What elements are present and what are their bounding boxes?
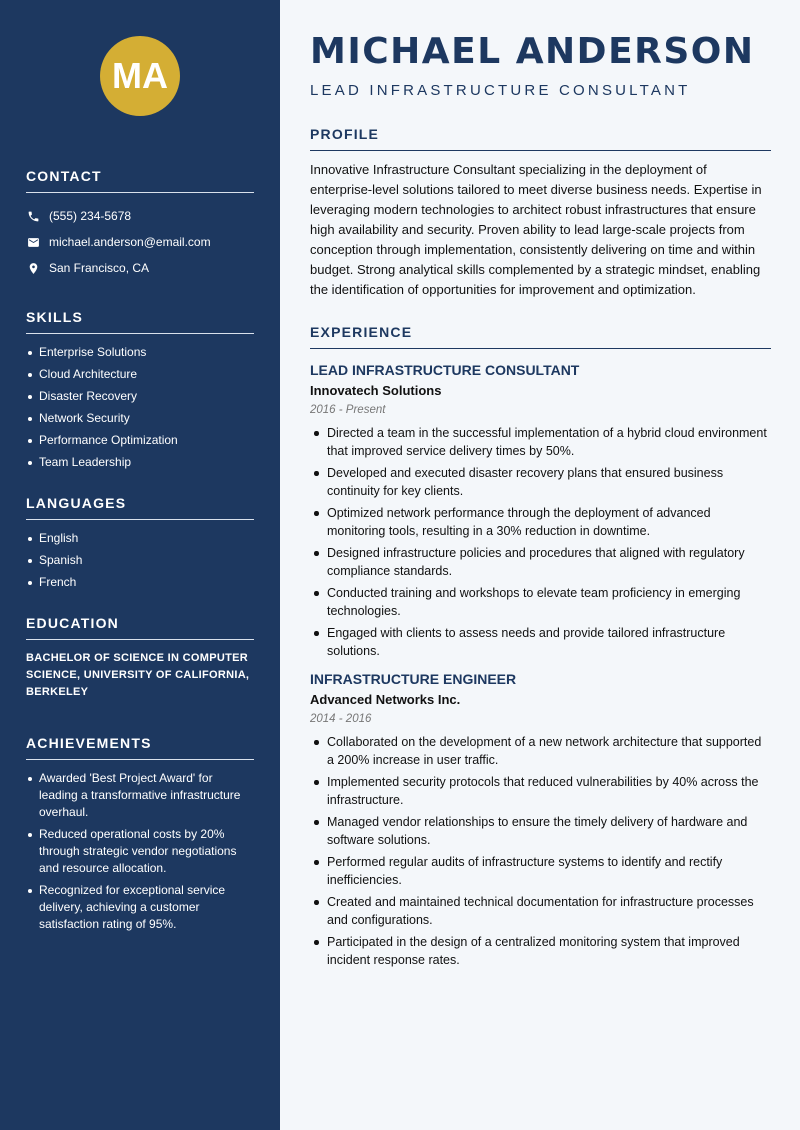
list-item: Team Leadership [26,454,254,471]
list-item: Network Security [26,410,254,427]
education-section [26,615,254,701]
list-item: Enterprise Solutions [26,344,254,361]
main-content [280,0,800,1130]
languages-section [26,495,254,591]
list-item: French [26,574,254,591]
profile-text: Innovative Infrastructure Consultant specializing in the deployment of enterprise-level solutions tailored to meet diverse business needs. Expertise in leveraging modern technologies to architect robust infrastructures that ensure high availability and security. Proven ability to lead large-scale projects from conception through implementation, consistently delivering on time and within budget. Strong analytical skills complemented by a strategic mindset, enabling the identification of opportunities for improvement and optimization. [310,162,762,297]
profile-section [310,126,771,300]
list-item: Developed and executed disaster recovery plans that ensured business continuity for key clients. [310,464,771,500]
contact-location-text: San Francisco, CA [49,261,150,275]
list-item: English [26,530,254,547]
job-company: Advanced Networks Inc. [310,692,461,707]
list-item: Awarded 'Best Project Award' for leading a transformative infrastructure overhaul. [26,770,254,821]
profile-heading: PROFILE [310,126,771,151]
achievements-section [26,735,254,933]
contact-location [26,255,254,281]
skills-list [26,344,254,471]
list-item: Conducted training and workshops to elevate team proficiency in emerging technologies. [310,584,771,620]
job-title: INFRASTRUCTURE ENGINEER [310,671,517,687]
job-title: LEAD INFRASTRUCTURE CONSULTANT [310,362,580,378]
contact-heading: CONTACT [26,168,254,193]
job-bullets [310,733,771,969]
list-item: Optimized network performance through the deployment of advanced monitoring tools, resulting in a 30% reduction in downtime. [310,504,771,540]
list-item: Recognized for exceptional service delivery, achieving a customer satisfaction rating of 95%. [26,882,254,933]
candidate-name: MICHAEL ANDERSON [310,31,755,72]
skills-section [26,309,254,471]
email-icon [26,235,40,249]
languages-heading: LANGUAGES [26,495,254,520]
job-company: Innovatech Solutions [310,383,442,398]
location-pin-icon [26,261,40,275]
list-item: Collaborated on the development of a new network architecture that supported a 200% increase in user traffic. [310,733,771,769]
list-item: Performed regular audits of infrastructure systems to identify and rectify inefficiencies. [310,853,771,889]
job-dates: 2014 - 2016 [310,713,372,725]
education-degree: BACHELOR OF SCIENCE IN COMPUTER SCIENCE, UNIVERSITY OF CALIFORNIA, BERKELEY [26,652,250,698]
job-dates: 2016 - Present [310,404,386,416]
sidebar [0,0,280,1130]
list-item: Designed infrastructure policies and procedures that aligned with regulatory compliance standards. [310,544,771,580]
job-entry [310,362,771,660]
contact-email [26,229,254,255]
list-item: Managed vendor relationships to ensure the timely delivery of hardware and software solutions. [310,813,771,849]
list-item: Cloud Architecture [26,366,254,383]
achievements-heading: ACHIEVEMENTS [26,735,254,760]
phone-icon [26,209,40,223]
achievements-list [26,770,254,933]
avatar-initials: MA [112,55,168,96]
job-entry [310,671,771,969]
list-item: Reduced operational costs by 20% through strategic vendor negotiations and resource allocation. [26,826,254,877]
list-item: Participated in the design of a centralized monitoring system that improved incident response rates. [310,933,771,969]
experience-section [310,324,771,969]
contact-phone-text[interactable]: (555) 234-5678 [49,209,132,223]
contact-section [26,168,254,281]
candidate-role: LEAD INFRASTRUCTURE CONSULTANT [310,82,691,99]
list-item: Engaged with clients to assess needs and provide tailored infrastructure solutions. [310,624,771,660]
list-item: Implemented security protocols that reduced vulnerabilities by 40% across the infrastructure. [310,773,771,809]
education-heading: EDUCATION [26,615,254,640]
list-item: Spanish [26,552,254,569]
list-item: Directed a team in the successful implementation of a hybrid cloud environment that improved service delivery times by 50%. [310,424,771,460]
job-bullets [310,424,771,660]
experience-heading: EXPERIENCE [310,324,771,349]
list-item: Performance Optimization [26,432,254,449]
contact-email-text[interactable]: michael.anderson@email.com [49,235,211,249]
contact-phone [26,203,254,229]
languages-list [26,530,254,591]
list-item: Created and maintained technical documentation for infrastructure processes and configurations. [310,893,771,929]
avatar [100,36,180,116]
list-item: Disaster Recovery [26,388,254,405]
skills-heading: SKILLS [26,309,254,334]
